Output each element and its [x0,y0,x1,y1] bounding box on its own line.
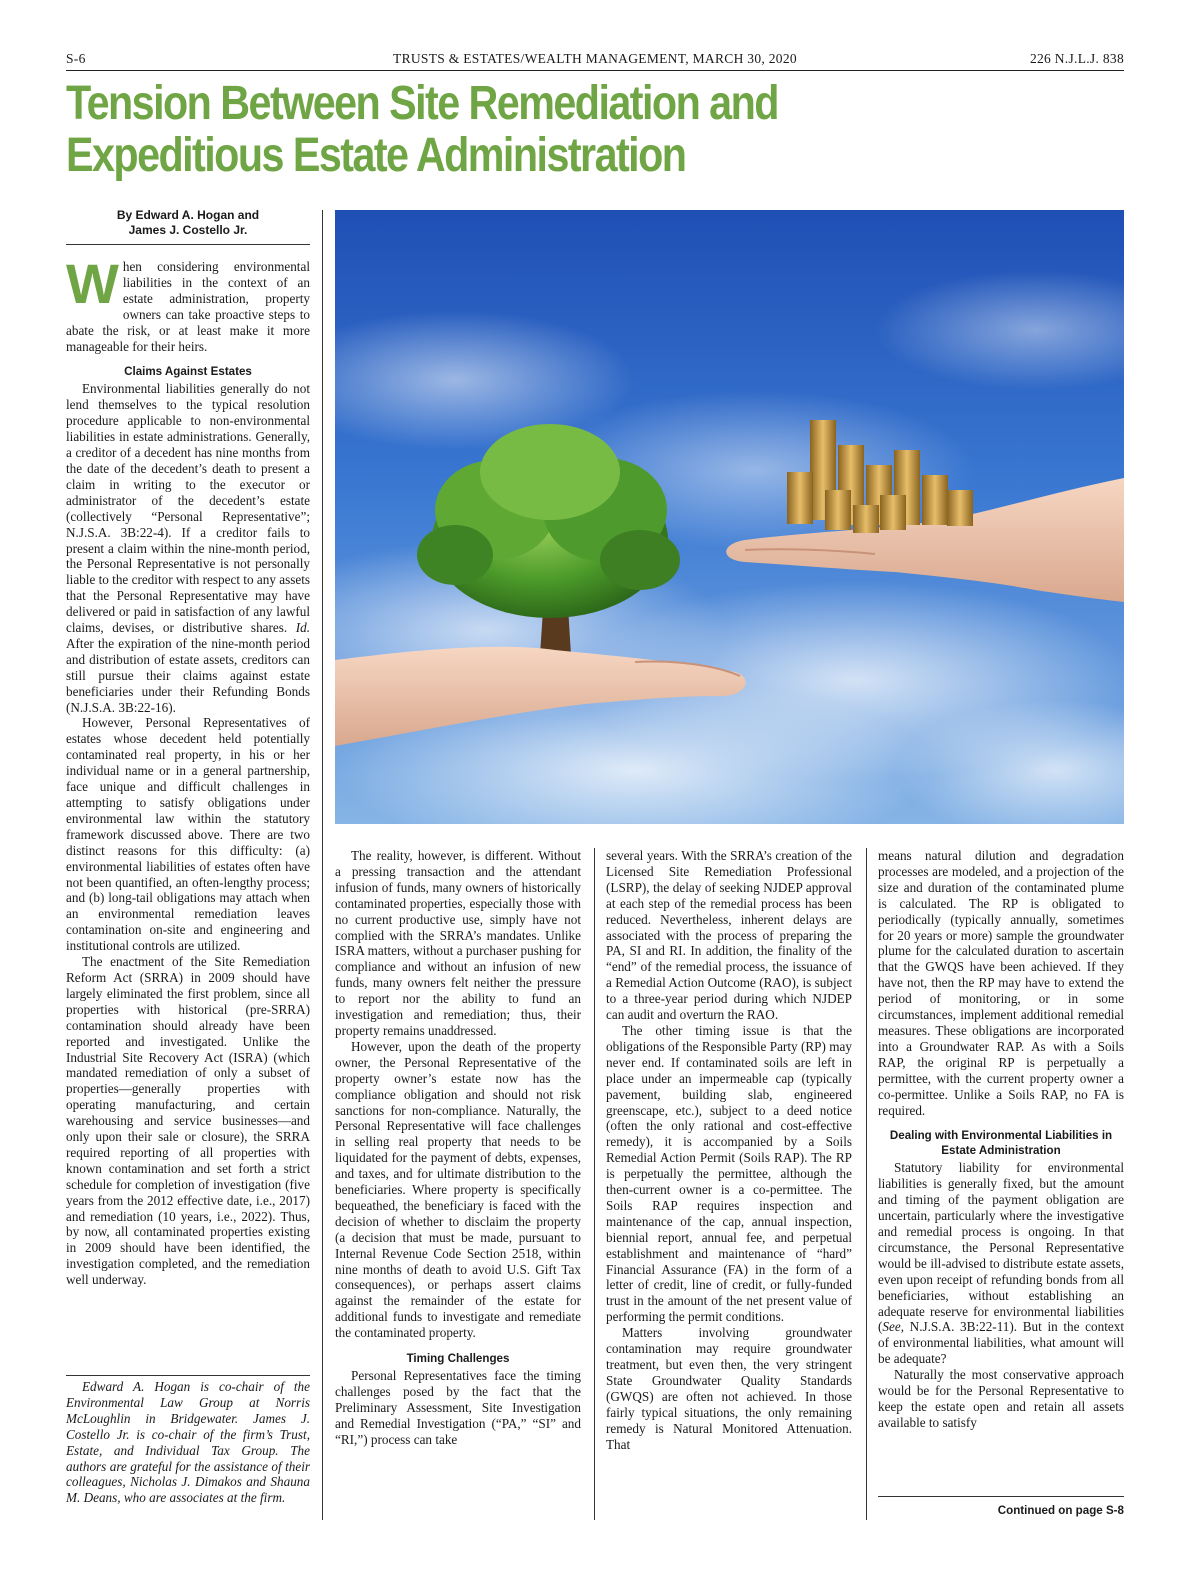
byline [66,208,310,245]
running-header [66,50,1124,71]
citation-id: Id. [295,620,310,636]
column-rule [594,848,595,1520]
paragraph: However, upon the death of the property owner, the Personal Representative of the property owner’s estate now has the compliance obligation and should not risk sanctions for non-compliance. Naturally, the Personal Representative will face challenges in selling real property that needs to be liquidated for the payment of debts, expenses, and taxes, and for ultimate distribution to the beneficiaries. Where property is specifically bequeathed, the beneficiary is faced with the decision of whether to disclaim the property (a decision that must be made, pursuant to Internal Revenue Code Section 2518, within nine months of death to avoid U.S. Gift Tax consequences), or perhaps assert claims against the remainder of the estate for additional funds to investigate and remediate the contaminated property. [335,1038,581,1341]
drop-cap: W [66,252,119,315]
intro-paragraph [66,252,310,354]
byline-line-2: James J. Costello Jr. [128,223,248,237]
page-number: S-6 [66,51,86,66]
paragraph-text: , N.J.S.A. 3B:22-11). But in the context of environmental liabilities, what amount will be adequate? [878,1319,1124,1367]
citation-see: See [882,1319,901,1335]
intro-text: hen considering environmental liabilities in the context of an estate administration, property owners can take proactive steps to abate the risk, or at least make it more manageable for their heirs. [66,259,310,354]
paragraph [878,1160,1124,1367]
citation: 226 N.J.L.J. 838 [1029,51,1124,66]
paragraph: The reality, however, is different. Without a pressing transaction and the attendant infusion of funds, many owners of historically contaminated properties, especially those with no current productive use, simply have not complied with the SRRA’s mandates. Unlike ISRA matters, without a purchaser pushing for compliance and without an infusion of new funds, many owners felt neither the pressure to report nor the ability to fund an investigation and remediation; thus, their property remains unaddressed. [335,848,581,1038]
author-bio [66,1375,310,1506]
paragraph: several years. With the SRRA’s creation of the Licensed Site Remediation Professional (LSRP), the delay of seeking NJDEP approval at each step of the remedial process has been reduced. Nevertheless, inherent delays are associated with the process of preparing the PA, SI and RI. In addition, the finality of the “end” of the remedial process, the issuance of a Remedial Action Outcome (RAO), is subject to a three-year period during which NJDEP can audit and overturn the RAO. [606,848,852,1023]
subhead-claims: Claims Against Estates [124,365,252,379]
article-body-col4 [878,848,1124,1431]
paragraph: The enactment of the Site Remediation Reform Act (SRRA) in 2009 should have largely eliminated the first problem, since all properties with historical (pre-SRRA) contamination should already have been reported and investigated. Unlike the Industrial Site Recovery Act (ISRA) (which mandated remediation of only a subset of properties—generally properties with operating manufacturing, and certain warehousing and service businesses—and only upon their sale or closure), the SRRA required reporting of all properties with known contamination and set forth a strict schedule for completion of investigation (five years from the 2012 effective date, i.e., 2017) and remediation (10 years, i.e., 2022). Thus, by now, all contaminated properties existing in 2009 should have been identified, the investigation completed, and the remediation well underway. [66,954,310,1288]
bio-text: Edward A. Hogan is co-chair of the Environmental Law Group at Norris McLoughlin in Bridgewater. James J. Costello Jr. is co-chair of the firm’s Trust, Estate, and Individual Tax Group. The authors are grateful for the assistance of their colleagues, Nicholas J. Dimakos and Shauna M. Deans, who are associates at the firm. [66,1379,310,1506]
paragraph: Naturally the most conservative approach would be for the Personal Representative to keep the estate open and retain all assets available to satisfy [878,1367,1124,1430]
paragraph-text: Statutory liability for environmental liabilities is generally fixed, but the amount and timing of the payment obligation are uncertain, particularly where the investigative and remedial process is ongoing. In that circumstance, the Personal Representative would be ill-advised to distribute estate assets, even upon receipt of refunding bonds from all beneficiaries, without establishing an adequate reserve for environmental liabilities ( [878,1160,1124,1335]
article-body-col1 [66,252,310,1288]
column-rule [866,848,867,1520]
paragraph: means natural dilution and degradation processes are modeled, and a projection of the size and duration of the contaminated plume is calculated. The RP is obligated to periodically (typically annually, sometimes for 20 years or more) sample the groundwater plume for the calculated duration to ascertain that the GWQS have been achieved. If they have not, then the RP may have to extend the period of monitoring, or in some circumstances, implement additional remedial measures. These obligations are incorporated into a Groundwater RAP. As with a Soils RAP, the original RP is perpetually a permittee, with the current property owner a co-permittee. Unlike a Soils RAP, no FA is required. [878,848,1124,1118]
paragraph-text: Environmental liabilities generally do not lend themselves to the typical resolution procedure applicable to non-environmental liabilities in estate administrations. Generally, a creditor of a decedent has nine months from the date of the decedent’s death to present a claim in writing to the executor or administrator of the decedent’s estate (collectively “Personal Representative”; N.J.S.A. 3B:22-4). If a creditor fails to present a claim within the nine-month period, the Personal Representative is not personally liable to the creditor with respect to any assets that the Personal Representative may have delivered or paid in satisfaction of any lawful claims, devises, or distributive shares. [66,381,310,636]
article-headline: Tension Between Site Remediation and Expeditious Estate Administration [66,77,778,182]
continued-link[interactable]: Continued on page S-8 [878,1496,1124,1517]
paragraph: However, Personal Representatives of estates whose decedent held potentially contaminated real property, in his or her individual name or in a general partnership, face unique and difficult challenges in attempting to satisfy obligations under environmental law within the statutory framework discussed above. There are two distinct reasons for this difficulty: (a) environmental liabilities of estates often have not been quantified, an often-lengthy process; and (b) long-tail obligations may attach when an environmental remediation leaves contamination on-site and engineering and institutional controls are utilized. [66,715,310,954]
column-rule [322,210,323,1520]
article-body-col3 [606,848,852,1452]
paragraph: Personal Representatives face the timing challenges posed by the fact that the Preliminary Assessment, Site Investigation and Remedial Investigation (“PA,” “SI” and “RI,”) process can take [335,1368,581,1447]
subhead-timing: Timing Challenges [406,1352,510,1366]
subhead-dealing: Dealing with Environmental Liabilities in Estate Administration [889,1129,1113,1158]
byline-line-1: By Edward A. Hogan and [116,208,260,222]
article-photo [335,210,1124,824]
left-column [66,208,310,1288]
paragraph: Matters involving groundwater contamination may require groundwater treatment, but even then, the very stringent State Groundwater Quality Standards (GWQS) are often not achieved. In those fairly typical situations, the only remaining remedy is Natural Monitored Attenuation. That [606,1325,852,1452]
section-title: TRUSTS & ESTATES/WEALTH MANAGEMENT, MARCH 30, 2020 [393,51,797,66]
article-body-col2 [335,848,581,1448]
paragraph [66,381,310,715]
paragraph: The other timing issue is that the obligations of the Responsible Party (RP) may never end. If contaminated soils are left in place under an impermeable cap (typically pavement, building slab, engineered greenscape, etc.), subject to a deed notice (often the only rational and cost-effective remedy), it is accompanied by a Soils Remedial Action Permit (Soils RAP). The RP is perpetually the permittee, although the then-current owner is a co-permittee. The Soils RAP requires inspection and maintenance of the cap, annual inspection, biennial report, annual fee, and perpetual establishment and maintenance of “hard” Financial Assurance (FA) in the form of a letter of credit, line of credit, or fully-funded trust in the amount of the net present value of performing the permit conditions. [606,1022,852,1325]
paragraph-text: After the expiration of the nine-month period and distribution of estate assets, creditors can still pursue their claims against estate beneficiaries under their Refunding Bonds (N.J.S.A. 3B:22-16). [66,635,310,715]
